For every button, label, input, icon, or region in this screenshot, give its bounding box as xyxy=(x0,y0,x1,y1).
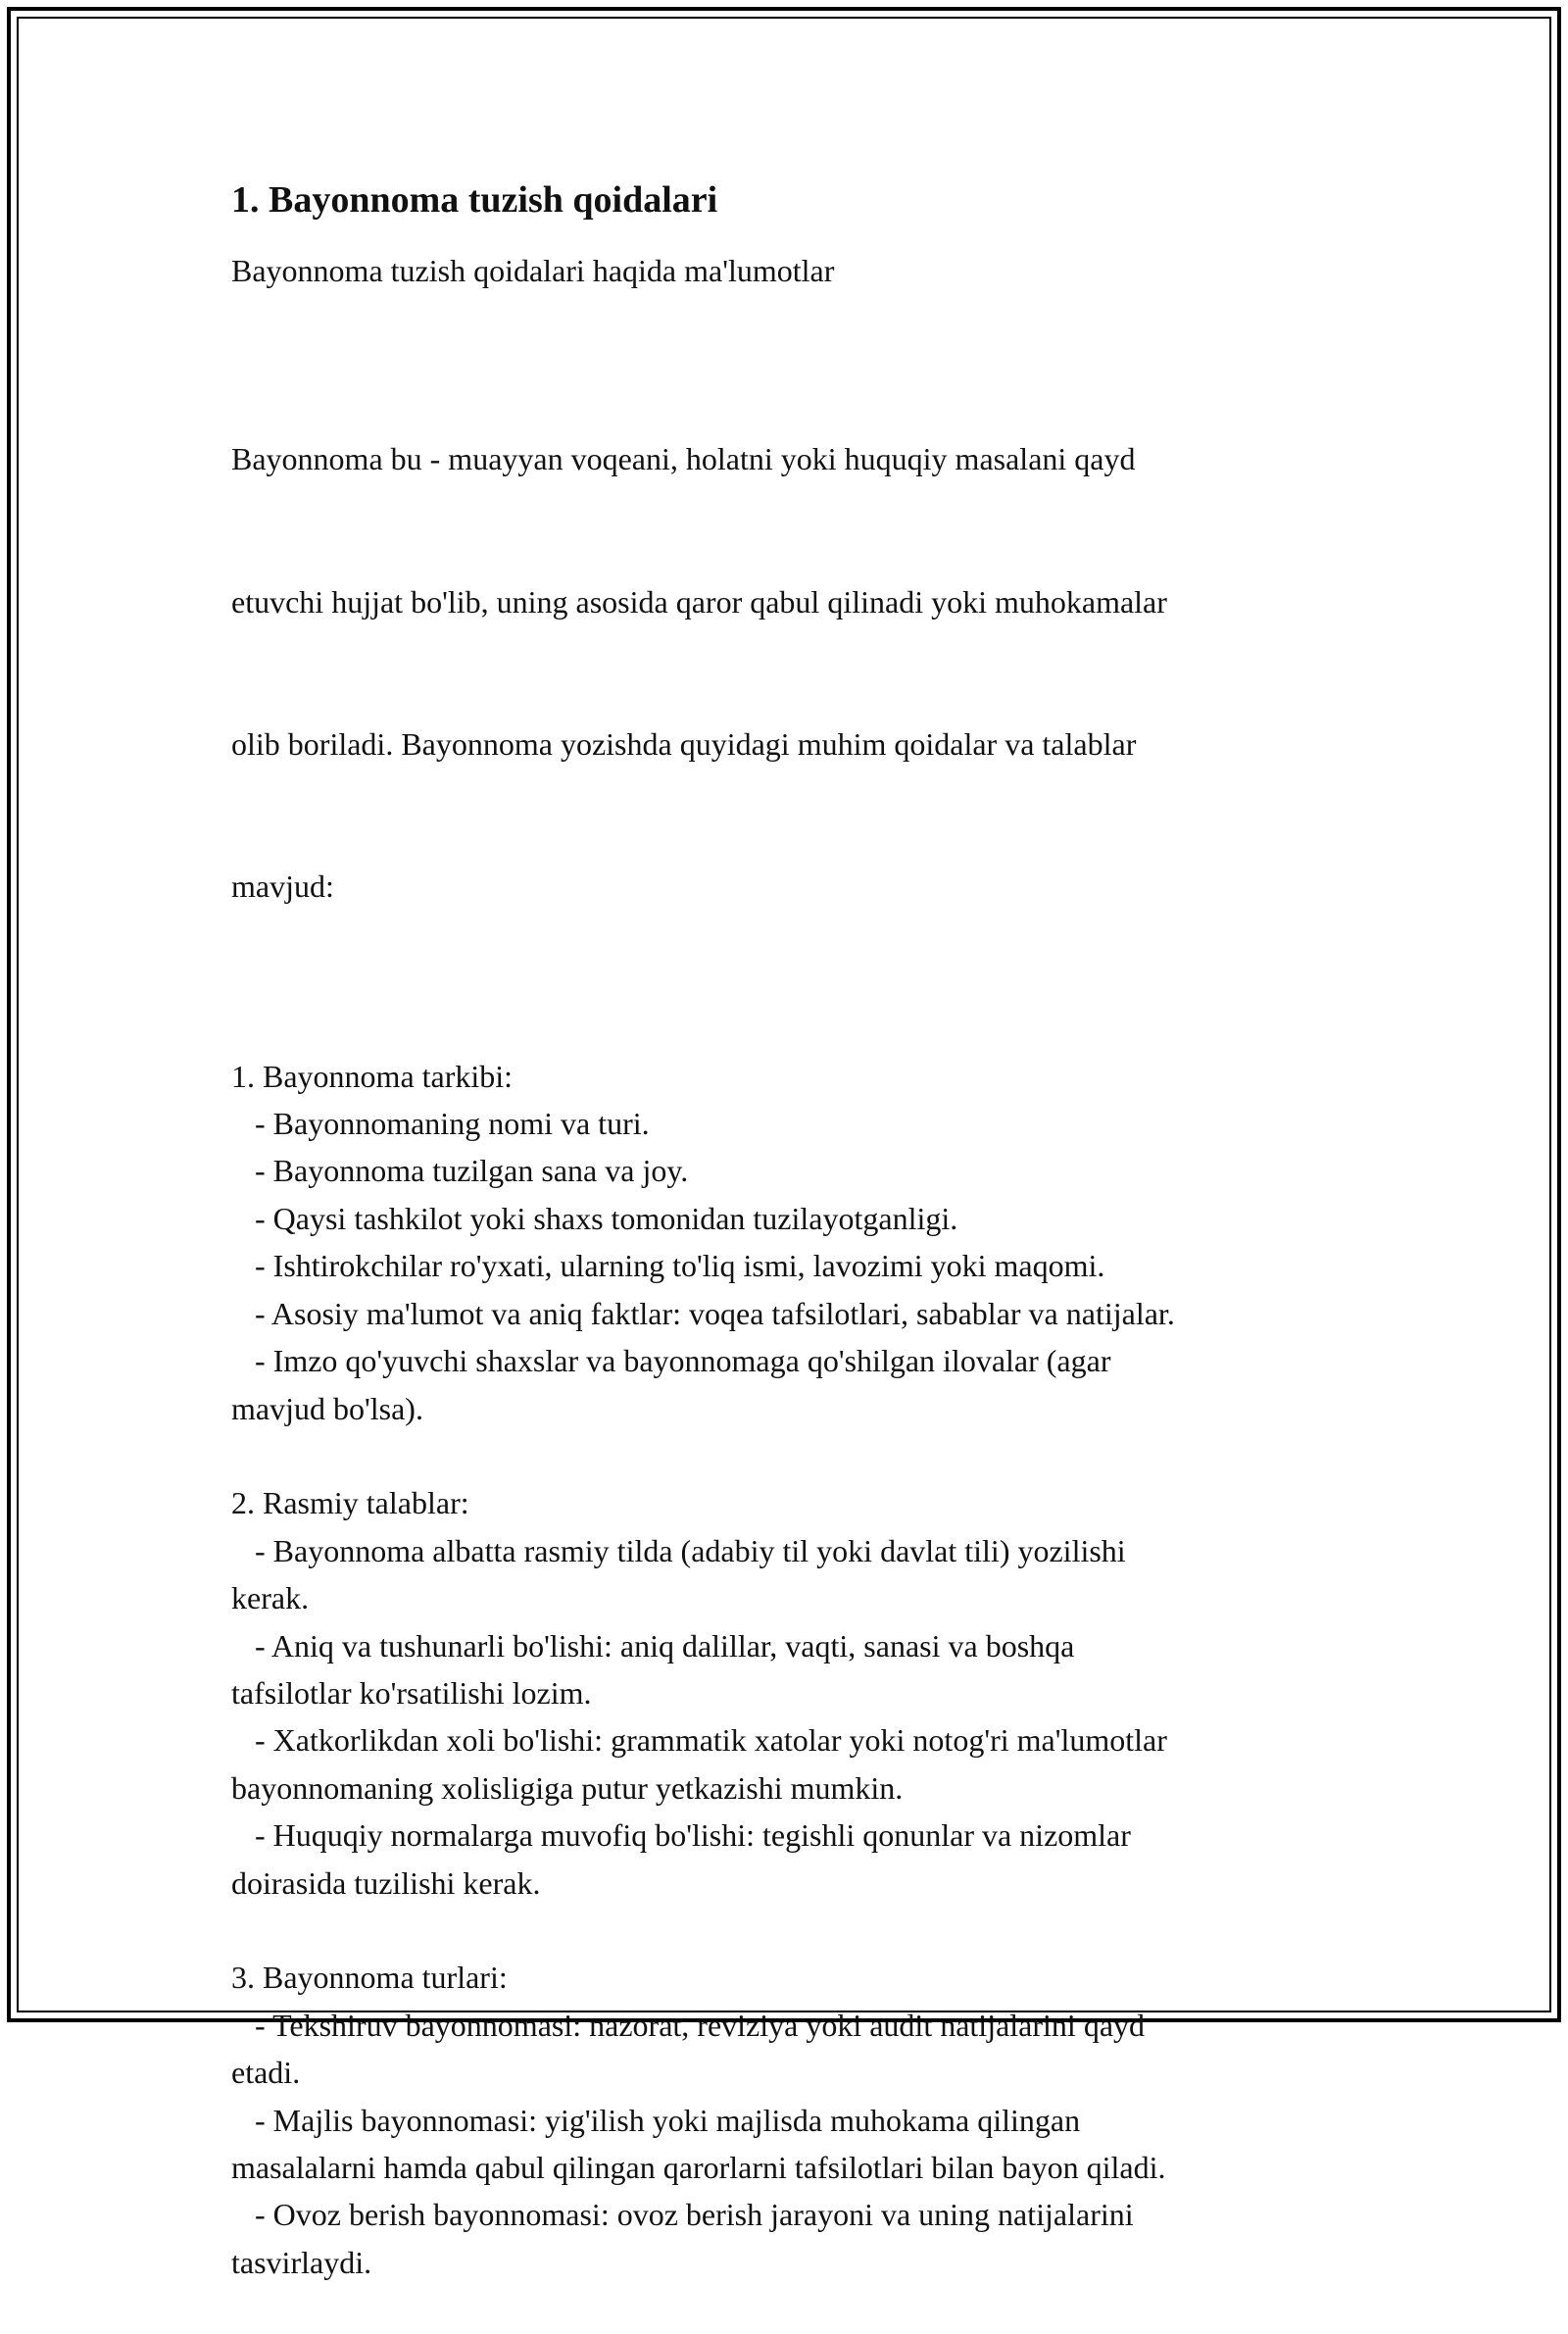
section-line: bayonnomaning xolisligiga putur yetkazishi mumkin. xyxy=(231,1769,904,1806)
intro-line: Bayonnoma bu - muayyan voqeani, holatni yoki huquqiy masalani qayd xyxy=(231,441,1136,477)
section-line: - Majlis bayonnomasi: yig'ilish yoki majlisda muhokama qilingan xyxy=(231,2102,1081,2138)
section-turlari xyxy=(231,1954,1348,2286)
section-line: - Bayonnoma tuzilgan sana va joy. xyxy=(231,1153,689,1189)
document-body xyxy=(231,178,1348,2334)
section-line: etadi. xyxy=(231,2055,301,2091)
section-line: tafsilotlar ko'rsatilishi lozim. xyxy=(231,1674,592,1711)
section-line: tasvirlaydi. xyxy=(231,2244,372,2280)
section-line: - Asosiy ma'lumot va aniq faktlar: voqea tafsilotlari, sabablar va natijalar. xyxy=(231,1295,1175,1331)
section-line: - Qaysi tashkilot yoki shaxs tomonidan tuzilayotganligi. xyxy=(231,1200,958,1236)
section-line: - Bayonnomaning nomi va turi. xyxy=(231,1106,650,1142)
section-line: - Ovoz berish bayonnomasi: ovoz berish jarayoni va uning natijalarini xyxy=(231,2197,1134,2233)
document-subtitle: Bayonnoma tuzish qoidalari haqida ma'lumotlar xyxy=(231,252,835,288)
section-rasmiy-talablar xyxy=(231,1479,1348,1907)
section-line: - Imzo qo'yuvchi shaxslar va bayonnomaga qo'shilgan ilovalar (agar xyxy=(231,1343,1111,1379)
section-line: - Huquqiy normalarga muvofiq bo'lishi: tegishli qonunlar va nizomlar xyxy=(231,1817,1131,1854)
section-line: - Bayonnoma albatta rasmiy tilda (adabiy til yoki davlat tili) yozilishi xyxy=(231,1532,1126,1568)
intro-line: mavjud: xyxy=(231,869,334,905)
intro-line: olib boriladi. Bayonnoma yozishda quyidagi muhim qoidalar va talablar xyxy=(231,725,1137,762)
section-line: - Ishtirokchilar ro'yxati, ularning to'liq ismi, lavozimi yoki maqomi. xyxy=(231,1248,1105,1284)
section-tarkibi xyxy=(231,1053,1348,1432)
intro-line: etuvchi hujjat bo'lib, uning asosida qaror qabul qilinadi yoki muhokamalar xyxy=(231,583,1167,620)
section-line: - Tekshiruv bayonnomasi: nazorat, reviziya yoki audit natijalarini qayd xyxy=(231,2007,1146,2043)
section-line: doirasida tuzilishi kerak. xyxy=(231,1864,541,1901)
section-line: masalalarni hamda qabul qilingan qarorlarni tafsilotlari bilan bayon qiladi. xyxy=(231,2149,1166,2185)
section-line: - Xatkorlikdan xoli bo'lishi: grammatik xatolar yoki notog'ri ma'lumotlar xyxy=(231,1722,1167,1759)
intro-paragraph xyxy=(231,341,1348,1006)
section-heading: 3. Bayonnoma turlari: xyxy=(231,1960,508,1996)
section-heading: 2. Rasmiy talablar: xyxy=(231,1485,469,1521)
section-heading: 1. Bayonnoma tarkibi: xyxy=(231,1058,514,1094)
document-title: 1. Bayonnoma tuzish qoidalari xyxy=(231,179,718,221)
section-line: mavjud bo'lsa). xyxy=(231,1390,423,1426)
section-line: - Aniq va tushunarli bo'lishi: aniq dalillar, vaqti, sanasi va boshqa xyxy=(231,1627,1075,1664)
section-line: kerak. xyxy=(231,1580,310,1616)
